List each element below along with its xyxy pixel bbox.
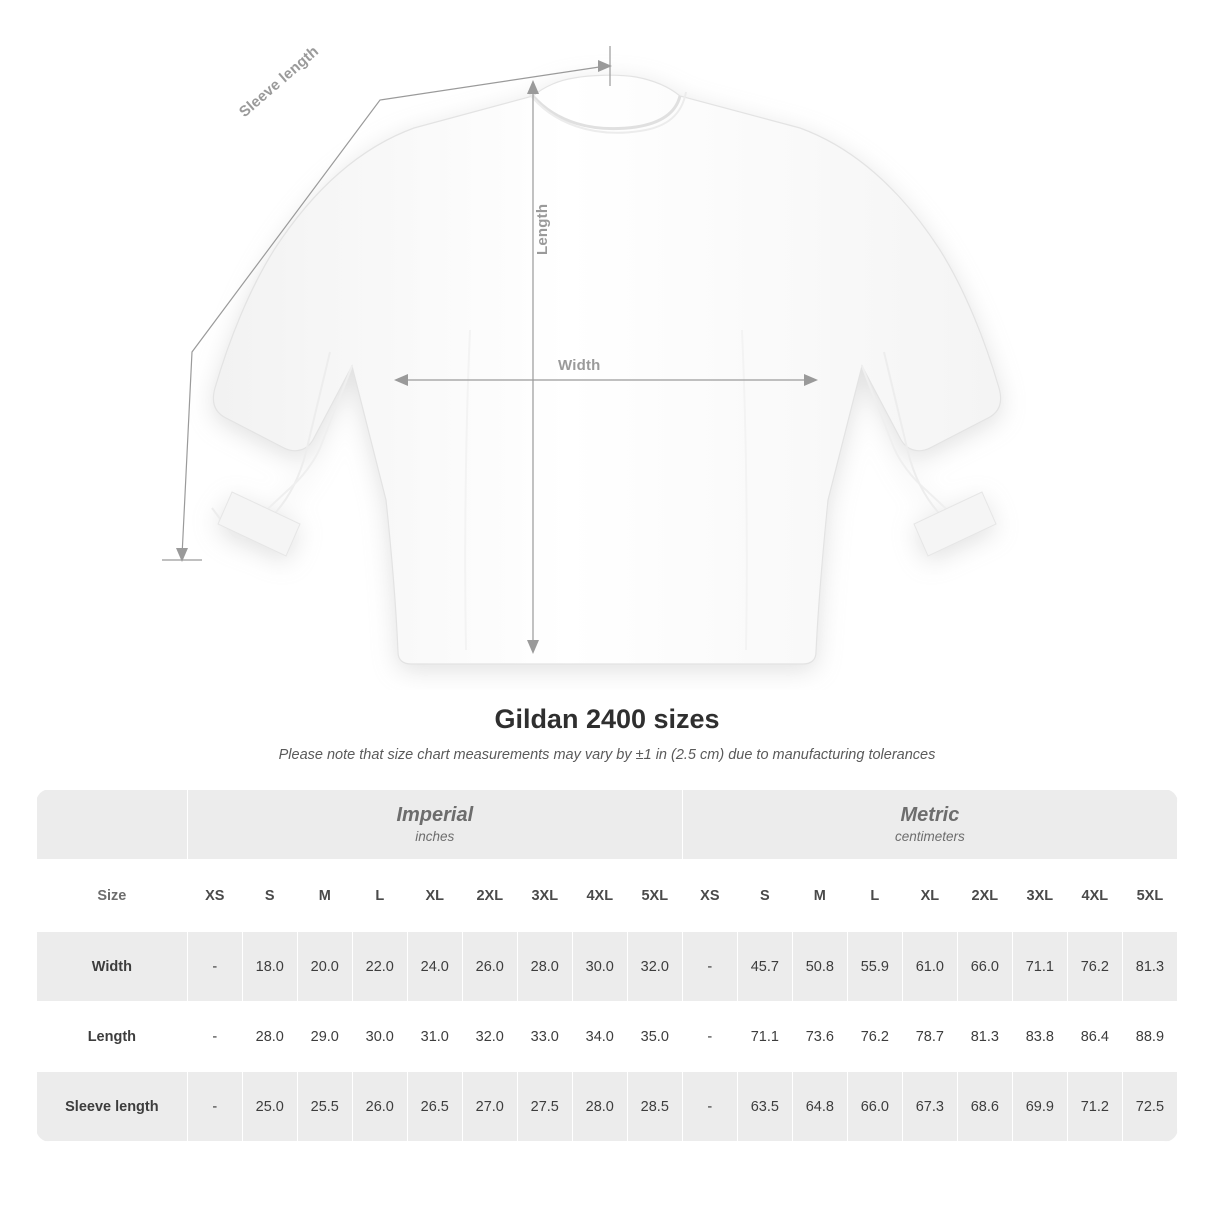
size-table bbox=[36, 789, 1178, 1142]
row-label-sleeve-length: Sleeve length bbox=[37, 1072, 188, 1142]
cell-length-imperial-xl: 31.0 bbox=[407, 1002, 462, 1072]
shirt-body bbox=[212, 75, 1001, 664]
cell-width-metric-xl: 61.0 bbox=[902, 932, 957, 1002]
unit-name-imperial: Imperial bbox=[396, 803, 474, 826]
cell-width-metric-m: 50.8 bbox=[792, 932, 847, 1002]
cell-sleeve-metric-3xl: 69.9 bbox=[1012, 1072, 1067, 1142]
cell-width-imperial-s: 18.0 bbox=[242, 932, 297, 1002]
cell-width-metric-4xl: 76.2 bbox=[1067, 932, 1122, 1002]
table-row bbox=[37, 1002, 1178, 1072]
cell-length-metric-3xl: 83.8 bbox=[1012, 1002, 1067, 1072]
cell-sleeve-metric-4xl: 71.2 bbox=[1067, 1072, 1122, 1142]
cell-width-imperial-m: 20.0 bbox=[297, 932, 352, 1002]
size-header-imperial-xl: XL bbox=[407, 860, 462, 932]
cell-sleeve-imperial-3xl: 27.5 bbox=[517, 1072, 572, 1142]
cell-length-imperial-4xl: 34.0 bbox=[572, 1002, 627, 1072]
size-header-imperial-m: M bbox=[297, 860, 352, 932]
cell-width-metric-xs: - bbox=[682, 932, 737, 1002]
page-title: Gildan 2400 sizes bbox=[494, 704, 720, 734]
measurement-note: Please note that size chart measurements may vary by ±1 in (2.5 cm) due to manufacturing tolerances bbox=[278, 747, 936, 763]
cell-width-metric-3xl: 71.1 bbox=[1012, 932, 1067, 1002]
cell-sleeve-metric-xs: - bbox=[682, 1072, 737, 1142]
unit-sub-metric: centimeters bbox=[895, 828, 965, 844]
cell-width-metric-2xl: 66.0 bbox=[957, 932, 1012, 1002]
size-header-metric-xs: XS bbox=[682, 860, 737, 932]
cell-sleeve-imperial-xl: 26.5 bbox=[407, 1072, 462, 1142]
size-header-metric-xl: XL bbox=[902, 860, 957, 932]
size-header-metric-s: S bbox=[737, 860, 792, 932]
size-header-imperial-xs: XS bbox=[187, 860, 242, 932]
cell-width-imperial-2xl: 26.0 bbox=[462, 932, 517, 1002]
cell-length-imperial-2xl: 32.0 bbox=[462, 1002, 517, 1072]
cell-length-metric-5xl: 88.9 bbox=[1122, 1002, 1177, 1072]
cell-width-imperial-xl: 24.0 bbox=[407, 932, 462, 1002]
cell-length-imperial-3xl: 33.0 bbox=[517, 1002, 572, 1072]
size-header-metric-m: M bbox=[792, 860, 847, 932]
cell-sleeve-imperial-m: 25.5 bbox=[297, 1072, 352, 1142]
cell-length-imperial-5xl: 35.0 bbox=[627, 1002, 682, 1072]
row-label-width: Width bbox=[37, 932, 188, 1002]
cell-sleeve-imperial-2xl: 27.0 bbox=[462, 1072, 517, 1142]
table-corner-cell bbox=[37, 790, 188, 860]
width-label: Width bbox=[558, 357, 601, 374]
cell-sleeve-metric-l: 66.0 bbox=[847, 1072, 902, 1142]
cell-width-imperial-4xl: 30.0 bbox=[572, 932, 627, 1002]
cell-width-imperial-l: 22.0 bbox=[352, 932, 407, 1002]
size-header-metric-5xl: 5XL bbox=[1122, 860, 1177, 932]
cell-sleeve-imperial-xs: - bbox=[187, 1072, 242, 1142]
cell-length-metric-4xl: 86.4 bbox=[1067, 1002, 1122, 1072]
unit-name-metric: Metric bbox=[900, 803, 960, 826]
cell-length-imperial-xs: - bbox=[187, 1002, 242, 1072]
cell-sleeve-imperial-4xl: 28.0 bbox=[572, 1072, 627, 1142]
size-header-imperial-4xl: 4XL bbox=[572, 860, 627, 932]
cell-length-metric-xl: 78.7 bbox=[902, 1002, 957, 1072]
length-label: Length bbox=[534, 203, 551, 255]
unit-sub-imperial: inches bbox=[415, 828, 455, 844]
table-row bbox=[37, 1072, 1178, 1142]
cell-width-metric-s: 45.7 bbox=[737, 932, 792, 1002]
cell-width-imperial-xs: - bbox=[187, 932, 242, 1002]
size-header-imperial-5xl: 5XL bbox=[627, 860, 682, 932]
size-header-imperial-l: L bbox=[352, 860, 407, 932]
cell-width-metric-5xl: 81.3 bbox=[1122, 932, 1177, 1002]
cell-length-imperial-s: 28.0 bbox=[242, 1002, 297, 1072]
cell-length-metric-m: 73.6 bbox=[792, 1002, 847, 1072]
cell-length-imperial-m: 29.0 bbox=[297, 1002, 352, 1072]
cell-sleeve-metric-2xl: 68.6 bbox=[957, 1072, 1012, 1142]
cell-width-metric-l: 55.9 bbox=[847, 932, 902, 1002]
cell-width-imperial-5xl: 32.0 bbox=[627, 932, 682, 1002]
sleeve-length-label: Sleeve length bbox=[236, 42, 323, 121]
row-label-length: Length bbox=[37, 1002, 188, 1072]
unit-header-row bbox=[37, 790, 1178, 860]
cell-length-metric-2xl: 81.3 bbox=[957, 1002, 1012, 1072]
cell-sleeve-metric-m: 64.8 bbox=[792, 1072, 847, 1142]
unit-header-metric bbox=[682, 790, 1177, 860]
cell-sleeve-metric-xl: 67.3 bbox=[902, 1072, 957, 1142]
cell-length-metric-s: 71.1 bbox=[737, 1002, 792, 1072]
cell-length-imperial-l: 30.0 bbox=[352, 1002, 407, 1072]
size-header-imperial-2xl: 2XL bbox=[462, 860, 517, 932]
size-column-label: Size bbox=[37, 860, 188, 932]
cell-sleeve-metric-5xl: 72.5 bbox=[1122, 1072, 1177, 1142]
size-header-imperial-s: S bbox=[242, 860, 297, 932]
unit-header-imperial bbox=[187, 790, 682, 860]
size-header-metric-l: L bbox=[847, 860, 902, 932]
cell-sleeve-imperial-5xl: 28.5 bbox=[627, 1072, 682, 1142]
heading-block bbox=[0, 704, 1214, 763]
cell-sleeve-imperial-s: 25.0 bbox=[242, 1072, 297, 1142]
size-table-wrapper bbox=[36, 789, 1178, 1142]
table-row bbox=[37, 932, 1178, 1002]
cell-sleeve-imperial-l: 26.0 bbox=[352, 1072, 407, 1142]
size-header-imperial-3xl: 3XL bbox=[517, 860, 572, 932]
size-header-metric-3xl: 3XL bbox=[1012, 860, 1067, 932]
size-header-metric-2xl: 2XL bbox=[957, 860, 1012, 932]
cell-width-imperial-3xl: 28.0 bbox=[517, 932, 572, 1002]
cell-length-metric-xs: - bbox=[682, 1002, 737, 1072]
cell-length-metric-l: 76.2 bbox=[847, 1002, 902, 1072]
size-header-row bbox=[37, 860, 1178, 932]
size-header-metric-4xl: 4XL bbox=[1067, 860, 1122, 932]
cell-sleeve-metric-s: 63.5 bbox=[737, 1072, 792, 1142]
